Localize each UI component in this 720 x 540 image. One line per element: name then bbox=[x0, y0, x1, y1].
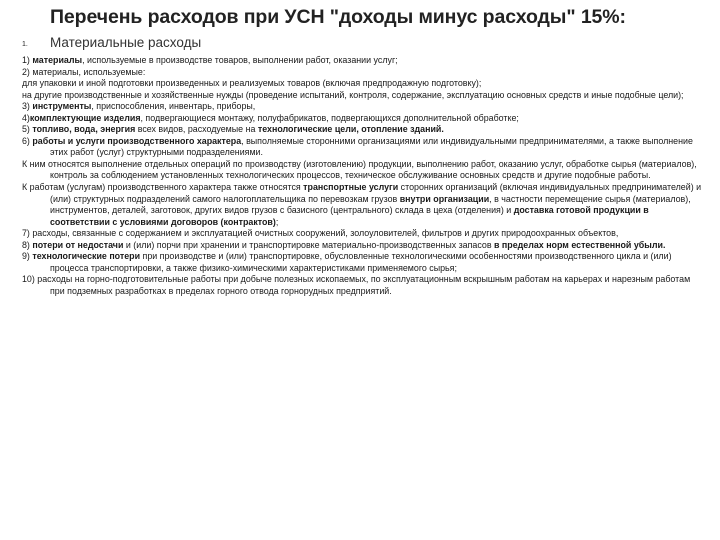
text-run: и (или) порчи при хранении и транспортировке материально-производственных запасов bbox=[123, 239, 495, 250]
section-heading-text: Материальные расходы bbox=[50, 35, 202, 50]
expense-list bbox=[22, 55, 702, 297]
text-run: , выполняемые сторонними организациями или индивидуальными предпринимателями, а также выполнение этих работ (услуг) структурными подразделениями. bbox=[50, 135, 693, 158]
text-run: , используемые в производстве товаров, выполнении работ, оказании услуг; bbox=[82, 55, 398, 65]
bold-text: в пределах норм естественной убыли. bbox=[494, 239, 666, 250]
section-number: 1. bbox=[22, 41, 28, 48]
text-run: , подвергающиеся монтажу, полуфабрикатов, подвергающихся дополнительной обработке; bbox=[140, 112, 519, 123]
text-run: К ним относятся выполнение отдельных операций по производству (изготовлению) продукции, выполнению работ, оказанию услуг, обработке сырья (материалов), контроль за соблюдением установленных технологических процессов, техническое обслуживание основных средств и другие подобные работы. bbox=[22, 158, 697, 181]
list-item bbox=[22, 101, 702, 113]
bold-text: комплектующие изделия bbox=[29, 112, 141, 123]
text-run: 7) расходы, связанные с содержанием и эксплуатацией очистных сооружений, золоуловителей, фильтров и других природоохранных объектов, bbox=[22, 228, 619, 239]
text-run: сторонних организаций (включая индивидуальных предпринимателей) и (или) структурных подразделений самого налогоплательщика по перевозкам грузов bbox=[50, 182, 702, 204]
text-run: , приспособления, инвентарь, приборы, bbox=[91, 101, 256, 112]
bold-text: транспортные услуги bbox=[303, 182, 399, 193]
bold-text: инструменты bbox=[32, 101, 92, 112]
text-run: , в частности перемещение сырья (материалов), инструментов, деталей, заготовок, других видов грузов с базисного (центрального) склада в цеха (отделения) и bbox=[50, 193, 691, 216]
bold-text: потери от недостачи bbox=[32, 239, 124, 250]
text-run: ; bbox=[275, 216, 279, 227]
list-item bbox=[22, 67, 702, 79]
list-item bbox=[22, 228, 702, 240]
list-item bbox=[22, 251, 702, 274]
list-item bbox=[22, 159, 702, 182]
bold-text: топливо, вода, энергия bbox=[32, 124, 136, 135]
list-item bbox=[22, 78, 702, 90]
text-run: 8) bbox=[22, 239, 33, 250]
text-run: для упаковки и иной подготовки произведенных и реализуемых товаров (включая предпродажную подготовку); bbox=[22, 78, 482, 89]
page-title: Перечень расходов при УСН "доходы минус расходы" 15%: bbox=[50, 6, 626, 28]
text-run: на другие производственные и хозяйственные нужды (проведение испытаний, контроля, содержание, эксплуатацию основных средств и иные подобные цели); bbox=[22, 89, 684, 100]
text-run: 6) bbox=[22, 135, 33, 146]
list-item bbox=[22, 124, 702, 136]
text-run: К работам (услугам) производственного характера также относятся bbox=[22, 182, 304, 193]
text-run: при производстве и (или) транспортировке, обусловленные технологическими особенностями производственного цикла и (или) процесса транспортировки, а также физико-химическими характеристиками применяемого сырья; bbox=[50, 251, 672, 273]
list-item bbox=[22, 136, 702, 159]
list-item bbox=[22, 55, 702, 67]
list-item bbox=[22, 113, 702, 125]
list-item bbox=[22, 90, 702, 102]
text-run: 3) bbox=[22, 101, 33, 112]
section-heading bbox=[22, 35, 702, 57]
bold-text: работы и услуги производственного характера bbox=[32, 135, 242, 146]
text-run: 2) материалы, используемые: bbox=[22, 66, 146, 77]
bold-text: технологические цели, отопление зданий. bbox=[257, 124, 444, 135]
text-run: 1) bbox=[22, 55, 33, 65]
list-item bbox=[22, 274, 702, 297]
list-item bbox=[22, 182, 702, 228]
bold-text: внутри организации bbox=[399, 193, 490, 204]
bold-text: материалы bbox=[32, 55, 83, 65]
text-run: всех видов, расходуемые на bbox=[135, 124, 258, 135]
text-run: 10) расходы на горно-подготовительные работы при добыче полезных ископаемых, по эксплуатационным вскрышным работам на карьерах и нарезным работам при подземных разработках в пределах горного отвода горнорудных предприятий. bbox=[22, 274, 691, 296]
bold-text: доставка готовой продукции в соответствии с условиями договоров (контрактов) bbox=[50, 205, 649, 227]
text-run: 9) bbox=[22, 251, 33, 262]
text-run: 4) bbox=[22, 112, 30, 123]
text-run: 5) bbox=[22, 124, 33, 135]
bold-text: технологические потери bbox=[32, 251, 141, 262]
list-item bbox=[22, 240, 702, 252]
